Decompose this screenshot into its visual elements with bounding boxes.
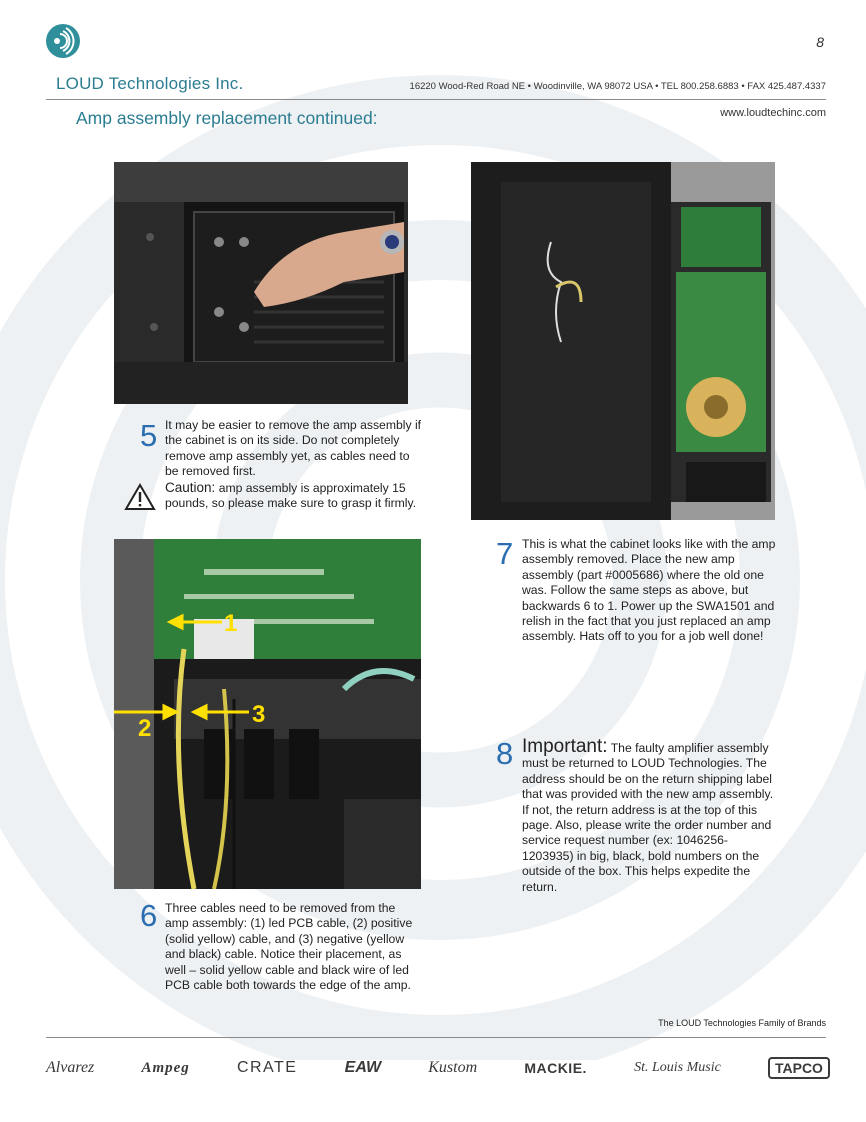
photo-amp-removal	[114, 162, 408, 404]
company-name: LOUD Technologies Inc.	[56, 74, 244, 93]
callout-3: 3	[252, 701, 266, 728]
header-divider	[46, 99, 826, 100]
photo-amp-cables	[114, 539, 421, 889]
section-title: Amp assembly replacement continued:	[76, 108, 378, 128]
important-label: Important:	[522, 736, 608, 757]
company-logo	[46, 24, 80, 58]
footer-divider	[46, 1037, 826, 1038]
important-text: The faulty amplifier assembly must be returned to LOUD Technologies. The address should be on the return shipping label that was provided with the new amp assembly. If not, the return address is at the top of this page. Also, please write the order number and service request number (ex: 1046256-1203935) in big, black, bold numbers on the outside of the box. This helps expedite the return.	[522, 741, 774, 894]
caution-label: Caution:	[165, 480, 216, 495]
step-8-number: 8	[496, 736, 514, 771]
step-7-number: 7	[496, 536, 514, 571]
page-number: 8	[816, 34, 824, 50]
brand-st-louis-music: St. Louis Music	[634, 1060, 721, 1075]
callout-1: 1	[224, 610, 238, 637]
step-6-number: 6	[140, 898, 158, 933]
step-7-text: This is what the cabinet looks like with the amp assembly removed. Place the new amp assembly (part #0005686) where the old one was. Follow the same steps as above, but backwards 6 to 1. Power up the SWA1501 and relish in the fact that you just replaced an amp assembly. Hats off to you for a job well done!	[522, 537, 776, 644]
callout-2: 2	[138, 715, 152, 742]
brand-family-label: The LOUD Technologies Family of Brands	[658, 1018, 826, 1028]
company-address: 16220 Wood-Red Road NE • Woodinville, WA 98072 USA • TEL 800.258.6883 • FAX 425.487.4337	[409, 81, 826, 92]
brand-logos	[46, 1050, 830, 1086]
brand-ampeg: Ampeg	[141, 1059, 190, 1076]
brand-alvarez: Alvarez	[46, 1059, 95, 1076]
brand-crate: CRATE	[236, 1059, 298, 1076]
step-5-caution	[165, 480, 425, 512]
brand-eaw: EAW	[344, 1059, 382, 1076]
caution-icon	[124, 483, 156, 511]
brand-kustom: Kustom	[428, 1059, 478, 1076]
brand-tapco: TAPCO	[768, 1057, 830, 1079]
caution-text: amp assembly is approximately 15 pounds, so please make sure to grasp it firmly.	[165, 481, 417, 511]
brand-mackie: MACKIE.	[524, 1060, 587, 1076]
step-5-number: 5	[140, 418, 158, 453]
step-8-text	[522, 736, 774, 895]
step-5-text: It may be easier to remove the amp assembly if the cabinet is on its side. Do not completely remove amp assembly yet, as cables need to be removed first.	[165, 418, 422, 479]
step-6-text: Three cables need to be removed from the amp assembly: (1) led PCB cable, (2) positive (solid yellow) cable, and (3) negative (yellow and black) cable. Notice their placement, as well – solid yellow cable and black wire of led PCB cable both towards the edge of the amp.	[165, 901, 413, 993]
photo-cabinet-empty	[471, 162, 775, 520]
website-link[interactable]: www.loudtechinc.com	[720, 107, 826, 119]
logo-waves-icon	[46, 24, 80, 58]
